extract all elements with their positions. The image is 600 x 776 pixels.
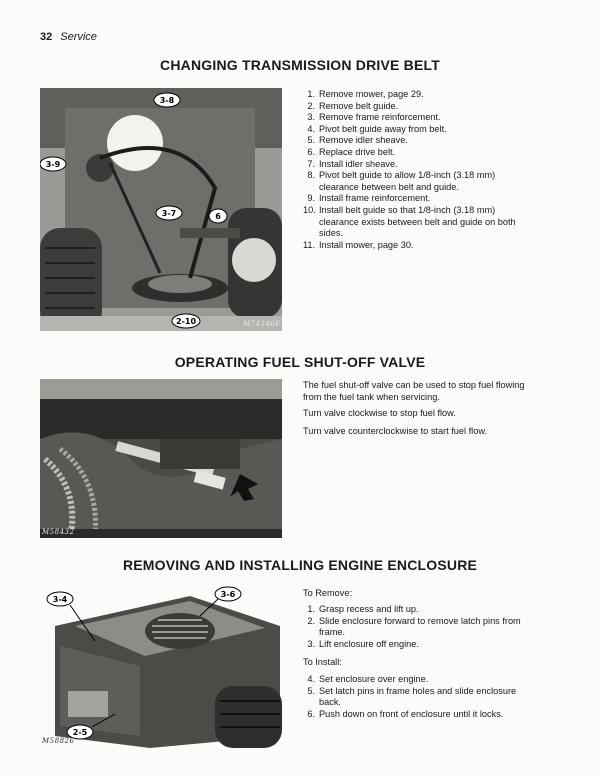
callout-2-10: 2-10 bbox=[175, 317, 197, 326]
list-item: 9. Install frame reinforcement. bbox=[307, 193, 431, 204]
remove-heading: To Remove: bbox=[303, 588, 353, 598]
transmission-belt-illustration bbox=[40, 88, 282, 331]
list-item: 6. Push down on front of enclosure until it locks. bbox=[307, 708, 504, 719]
list-item: 10. Install belt guide so that 1/8-inch (3.18 mm) clearance exists between belt and guide on both sides. bbox=[303, 204, 516, 239]
list-item: 2. Remove belt guide. bbox=[307, 100, 399, 111]
fuel-photo-code: M58432 bbox=[42, 528, 75, 536]
section-name: Service bbox=[60, 31, 97, 43]
list-item: 1. Remove mower, page 29. bbox=[307, 89, 424, 99]
transmission-belt-photo bbox=[40, 88, 282, 331]
install-steps-list bbox=[303, 674, 539, 720]
list-item: 5. Set latch pins in frame holes and slide enclosure back. bbox=[307, 685, 517, 708]
install-heading: To Install: bbox=[303, 657, 342, 667]
fuel-valve-intro: The fuel shut-off valve can be used to stop fuel flowing from the fuel tank when servicing. bbox=[303, 380, 525, 402]
callout-3-8: 3-8 bbox=[159, 96, 175, 105]
list-item: 4. Set enclosure over engine. bbox=[307, 674, 429, 684]
engine-enclosure-illustration bbox=[40, 586, 282, 748]
page-number: 32 bbox=[40, 31, 53, 43]
callout-3-9: 3-9 bbox=[45, 160, 61, 169]
list-item: 3. Lift enclosure off engine. bbox=[307, 638, 419, 649]
engine-enclosure-title: REMOVING AND INSTALLING ENGINE ENCLOSURE bbox=[122, 557, 478, 573]
list-item: 6. Replace drive belt. bbox=[307, 146, 396, 157]
list-item: 5. Remove idler sheave. bbox=[307, 135, 408, 146]
transmission-photo-code: M74146F bbox=[243, 320, 281, 328]
list-item: 4. Pivot belt guide away from belt. bbox=[307, 123, 447, 134]
callout-3-4: 3-4 bbox=[52, 595, 68, 604]
callout-2-5: 2-5 bbox=[72, 728, 88, 737]
transmission-belt-title: CHANGING TRANSMISSION DRIVE BELT bbox=[160, 57, 440, 73]
list-item: 7. Install idler sheave. bbox=[307, 158, 398, 169]
fuel-valve-stop: Turn valve clockwise to stop fuel flow. bbox=[303, 408, 456, 418]
list-item: 1. Grasp recess and lift up. bbox=[307, 604, 419, 614]
list-item: 3. Remove frame reinforcement. bbox=[307, 112, 441, 123]
fuel-valve-title: OPERATING FUEL SHUT-OFF VALVE bbox=[174, 354, 426, 370]
engine-enclosure-photo bbox=[40, 586, 282, 748]
callout-3-6: 3-6 bbox=[220, 590, 236, 599]
fuel-valve-illustration bbox=[40, 379, 282, 538]
fuel-valve-photo bbox=[40, 379, 282, 538]
enclosure-photo-code: M58826 bbox=[42, 737, 75, 745]
list-item: 2. Slide enclosure forward to remove latch pins from frame. bbox=[307, 615, 521, 638]
list-item: 11. Install mower, page 30. bbox=[303, 239, 414, 250]
fuel-valve-start: Turn valve counterclockwise to start fuel flow. bbox=[303, 426, 487, 436]
remove-steps-list bbox=[303, 604, 539, 650]
page-header bbox=[40, 31, 97, 43]
callout-6: 6 bbox=[215, 212, 221, 221]
callout-3-7: 3-7 bbox=[161, 209, 177, 218]
transmission-steps-list bbox=[303, 89, 537, 251]
list-item: 8. Pivot belt guide to allow 1/8-inch (3.18 mm) clearance between belt and guide. bbox=[307, 170, 496, 192]
